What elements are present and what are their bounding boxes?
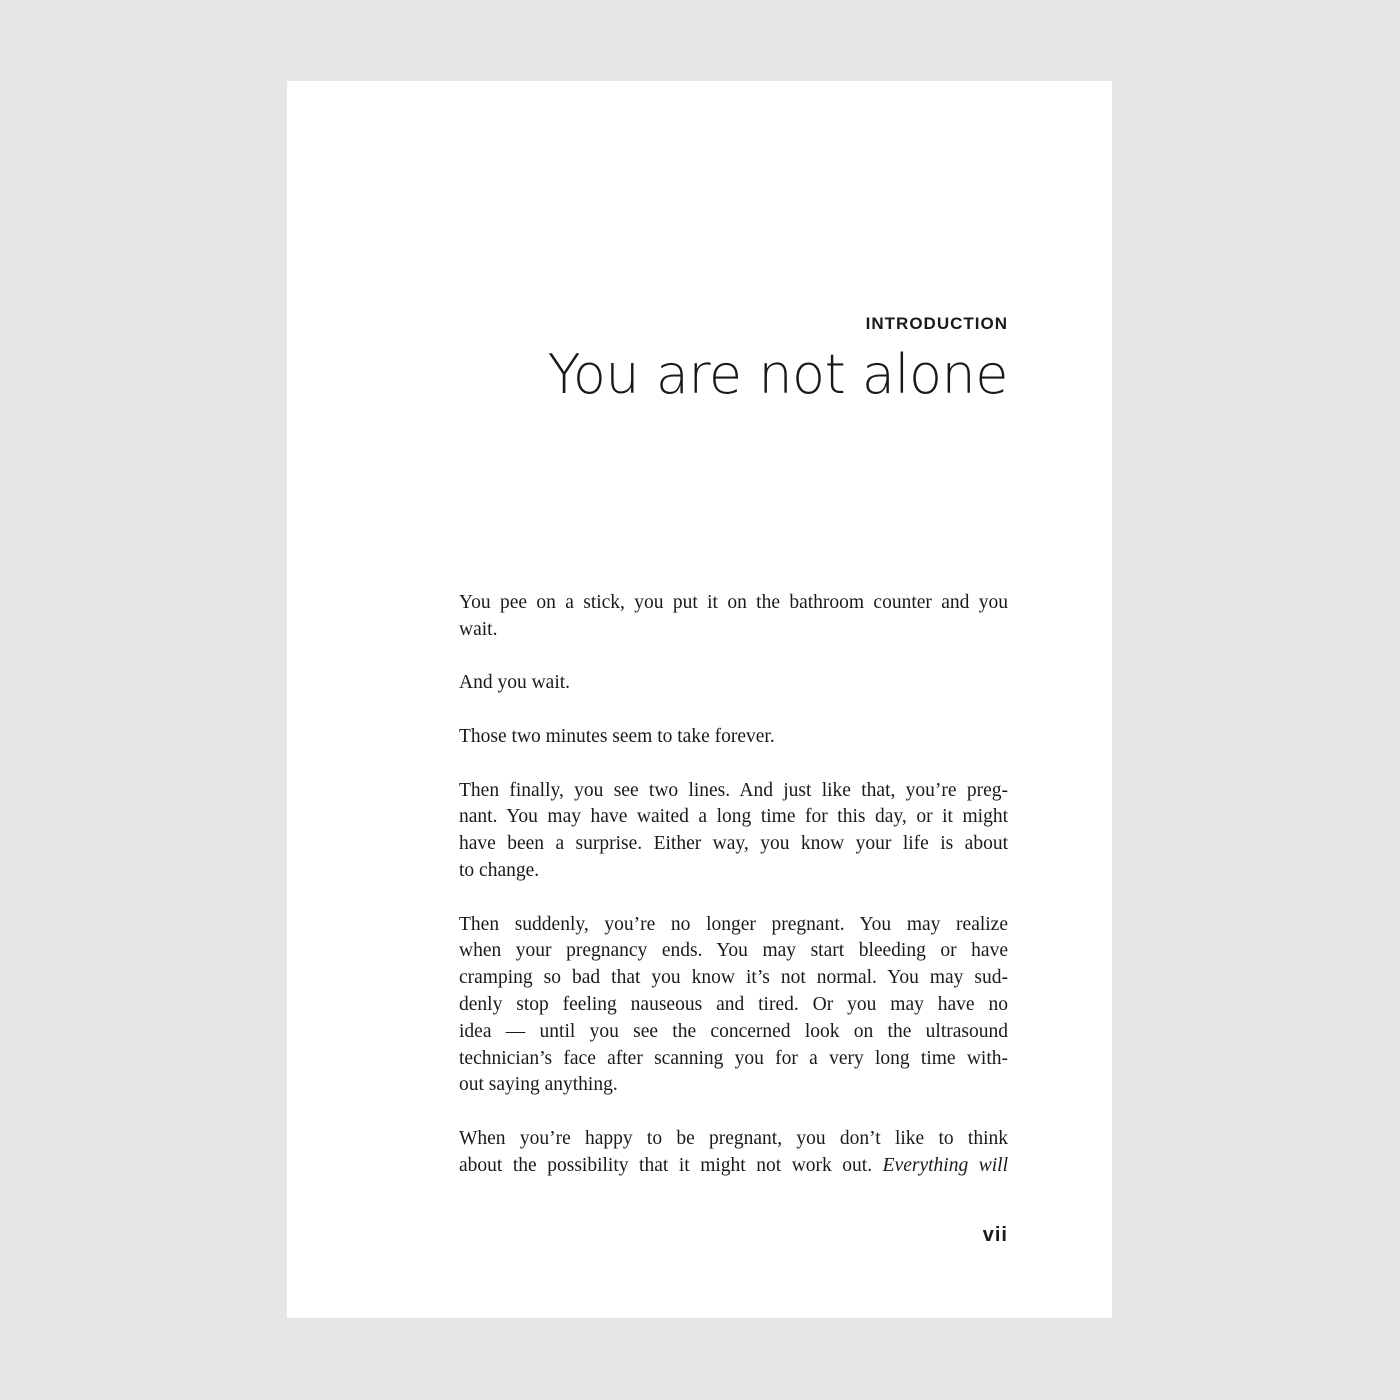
text-line: denly stop feeling nauseous and tired. Or you may have no — [459, 993, 1008, 1015]
text-line: out saying anything. — [459, 1074, 618, 1096]
text-line: wait. — [459, 618, 498, 640]
paragraph — [459, 778, 1008, 885]
text-line: Those two minutes seem to take forever. — [459, 725, 775, 747]
body-text — [459, 590, 1008, 1180]
text-line: to change. — [459, 859, 540, 881]
italic-phrase: Everything will — [882, 1154, 1009, 1176]
chapter-label: INTRODUCTION — [865, 314, 1008, 333]
text-line: Then finally, you see two lines. And just like that, you’re preg- — [459, 779, 1008, 801]
paragraph — [459, 590, 1008, 644]
text-line: idea — until you see the concerned look on the ultrasound — [459, 1020, 1008, 1042]
text-line: technician’s face after scanning you for a very long time with- — [459, 1047, 1008, 1069]
text-line: have been a surprise. Either way, you know your life is about — [459, 833, 1008, 855]
text-line-with-italic — [459, 1153, 1008, 1180]
text-line: When you’re happy to be pregnant, you don’t like to think — [459, 1127, 1008, 1149]
text-line: And you wait. — [459, 672, 571, 694]
text-line: when your pregnancy ends. You may start bleeding or have — [459, 940, 1008, 962]
text-line: nant. You may have waited a long time for this day, or it might — [459, 806, 1008, 828]
text-line: about the possibility that it might not work out. — [459, 1154, 873, 1176]
paragraph — [459, 670, 1008, 697]
paragraph — [459, 912, 1008, 1100]
paragraph — [459, 1126, 1008, 1180]
text-line: cramping so bad that you know it’s not normal. You may sud- — [459, 967, 1008, 989]
paragraph — [459, 724, 1008, 751]
text-line: You pee on a stick, you put it on the bathroom counter and you — [459, 592, 1008, 613]
page-number: vii — [982, 1224, 1008, 1246]
book-page — [287, 81, 1112, 1318]
text-line: Then suddenly, you’re no longer pregnant. You may realize — [459, 913, 1008, 935]
chapter-title: You are not alone — [547, 343, 1008, 406]
